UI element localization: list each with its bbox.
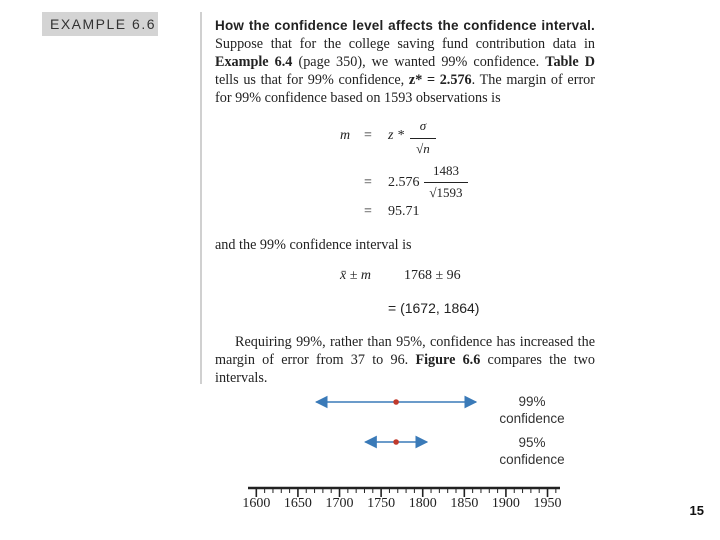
x-tick-label: 1600 (242, 496, 271, 511)
intro-text-c: tells us that for 99% confidence, (215, 72, 409, 88)
eq1-fraction-bar (410, 138, 436, 139)
eq-numerator: 1483 (433, 163, 459, 178)
conf-label-95 (494, 434, 570, 468)
x-tick-label: 1900 (491, 496, 520, 511)
conclusion-text-b: compares the two intervals. (215, 352, 595, 386)
eq2-equals: = (364, 175, 372, 190)
x-axis (242, 488, 561, 511)
eq1-equals: = (364, 128, 372, 143)
table-ref: Table D (545, 54, 595, 70)
intro-text-d: . The margin of error for 99% confidence based on 1593 observations is (215, 72, 595, 106)
conf-label-99-text: confidence (499, 411, 565, 426)
conf-label-95-pct: 95% (518, 435, 546, 450)
page-number: 15 (689, 503, 704, 518)
conf-label-99 (494, 393, 570, 427)
eq-sigma: σ (419, 118, 427, 133)
interval-result: = (1672, 1864) (388, 300, 480, 316)
center-point-0 (393, 399, 399, 405)
eq-zstar: z * (388, 128, 404, 143)
interval-numeric: 1768 ± 96 (404, 268, 461, 283)
x-tick-label: 1950 (533, 496, 562, 511)
eq-sqrt-n: √n (416, 141, 430, 156)
intro-text-b: (page 350), we wanted 99% confidence. (292, 54, 546, 70)
interval-intro: and the 99% confidence interval is (215, 237, 412, 253)
interval-group (316, 399, 476, 445)
conf-label-99-pct: 99% (518, 394, 546, 409)
margin-rule (200, 12, 202, 384)
x-tick-label: 1800 (408, 496, 437, 511)
eq-result: 95.71 (388, 204, 420, 219)
x-tick-label: 1750 (367, 496, 396, 511)
x-tick-label: 1650 (283, 496, 312, 511)
paragraph-intro (215, 17, 595, 107)
paragraph-conclusion (215, 333, 595, 387)
example-ref: Example 6.4 (215, 54, 293, 70)
conclusion-text-a: Requiring 99%, rather than 95%, confidence has increased the margin of error from 37 to 96. (215, 334, 595, 368)
eq3-equals: = (364, 204, 372, 219)
figure-ref: Figure 6.6 (415, 352, 481, 368)
eq2-fraction-bar (424, 182, 468, 183)
x-tick-label: 1700 (325, 496, 354, 511)
eq-coefficient: 2.576 (388, 175, 420, 190)
conf-label-95-text: confidence (499, 452, 565, 467)
example-label: EXAMPLE 6.6 (42, 12, 158, 36)
eq-m: m (340, 128, 351, 143)
intro-text-a: Suppose that for the college saving fund contribution data in (215, 36, 595, 52)
interval-symbolic: x̄ ± m (340, 268, 372, 283)
eq-denominator: √1593 (429, 185, 463, 200)
example-heading: How the confidence level affects the confidence interval. (215, 18, 595, 33)
x-tick-label: 1850 (450, 496, 479, 511)
zstar-value: z* = 2.576 (408, 72, 472, 88)
center-point-1 (393, 439, 399, 445)
